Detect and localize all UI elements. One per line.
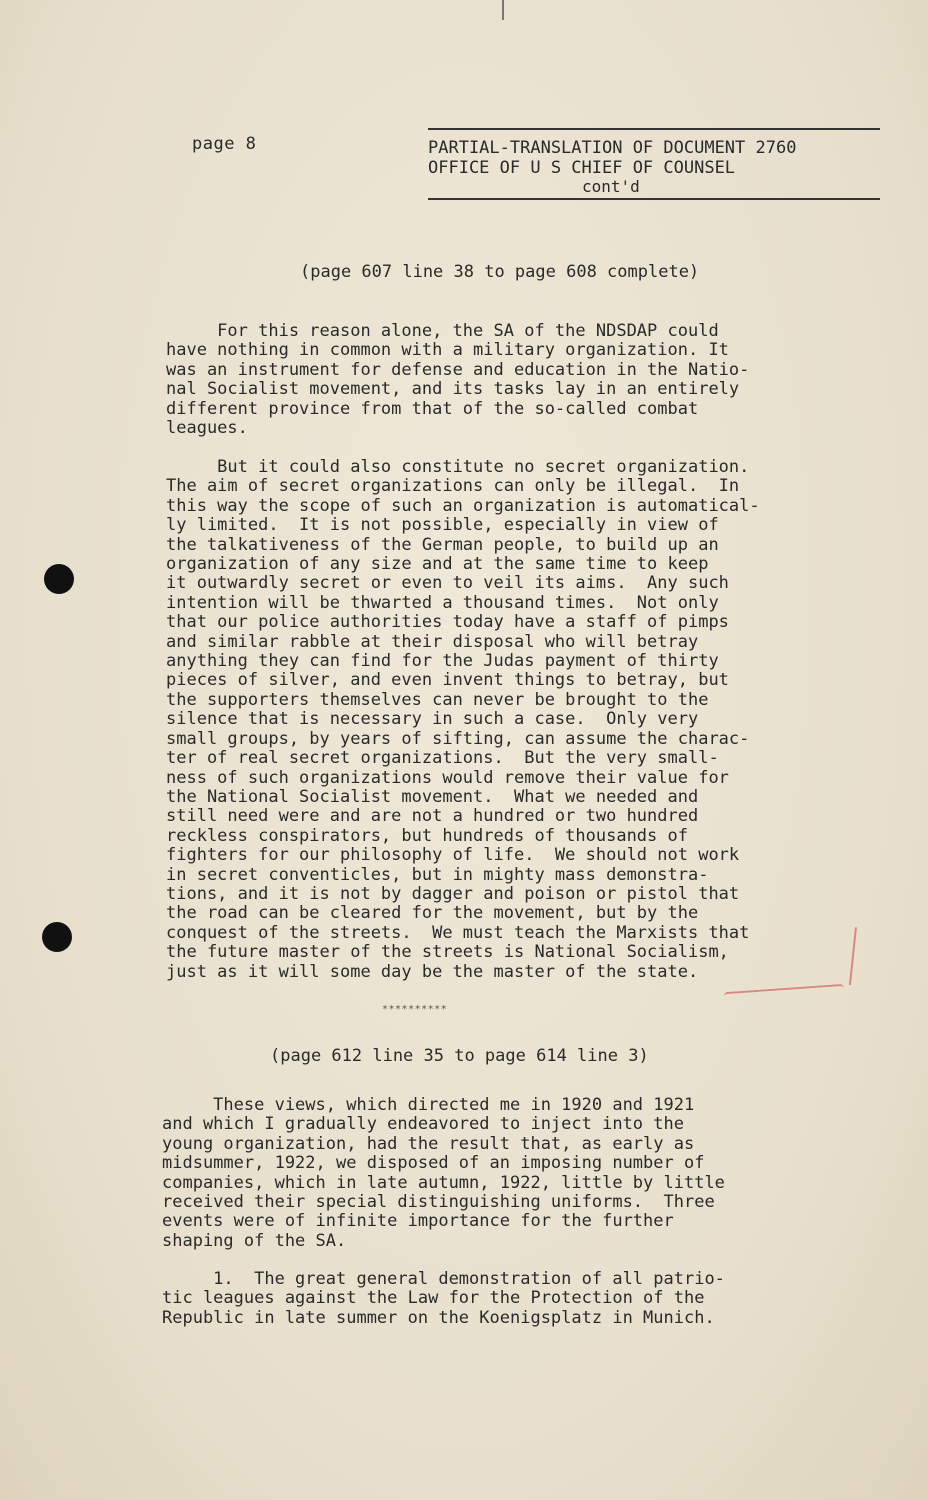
header-rule-bottom — [428, 198, 880, 200]
top-edge-mark — [502, 0, 504, 20]
section2-paragraph1: These views, which directed me in 1920 and 1921 and which I gradually endeavored to inject into the young organization, had the result that, as early as midsummer, 1922, we disposed of an imposing number of companies, which in late autumn, 1922, little by little received their special distinguishing uniforms. Three events were of infinite importance for the further shaping of the SA. — [162, 1095, 725, 1251]
section1-paragraph2: But it could also constitute no secret organization. The aim of secret organizations can only be illegal. In this way the scope of such an organization is automatical- ly limited. It is not possible, especially in view of the talkativeness of the German people, to build up an organization of any size and at the same time to keep it outwardly secret or even to veil its aims. Any such intention will be thwarted a thousand times. Not only that our police authorities today have a staff of pimps and similar rabble at their disposal who will betray anything they can find for the Judas payment of thirty pieces of silver, and even invent things to betray, but the supporters themselves can never be brought to the silence that is necessary in such a case. Only very small groups, by years of sifting, can assume the charac- ter of real secret organizations. But the very small- ness of such organizations would remove their value for the National Socialist movement. What we needed and still need were and are not a hundred or two hundred reckless conspirators, but hundreds of thousands of fighters for our philosophy of life. We should not work in secret conventicles, but in mighty mass demonstra- tions, and it is not by dagger and poison or pistol that the road can be cleared for the movement, but by the conquest of the streets. We must teach the Marxists that the future master of the streets is National Socialism, just as it will some day be the master of the state. — [166, 457, 760, 982]
page-number: page 8 — [192, 134, 257, 154]
punch-hole-upper — [44, 564, 74, 594]
punch-hole-lower — [42, 922, 72, 952]
section2-heading: (page 612 line 35 to page 614 line 3) — [270, 1046, 649, 1066]
header-office: OFFICE OF U S CHIEF OF COUNSEL — [428, 158, 736, 178]
section1-heading: (page 607 line 38 to page 608 complete) — [300, 262, 700, 282]
document-header — [428, 128, 880, 200]
header-title: PARTIAL-TRANSLATION OF DOCUMENT 2760 — [428, 138, 797, 158]
section2-paragraph2: 1. The great general demonstration of all patrio- tic leagues against the Law for the Protection of the Republic in late summer on the Koenigsplatz in Munich. — [162, 1269, 725, 1328]
section-separator: ********** — [382, 1004, 448, 1015]
header-continued: cont'd — [582, 177, 640, 196]
red-underline-mark — [724, 984, 844, 1000]
section1-paragraph1: For this reason alone, the SA of the NDSDAP could have nothing in common with a military organization. It was an instrument for defense and education in the Natio- nal Socialist movement, and its tasks lay in an entirely different province from that of the so-called combat leagues. — [166, 321, 750, 439]
header-rule-top — [428, 128, 880, 130]
